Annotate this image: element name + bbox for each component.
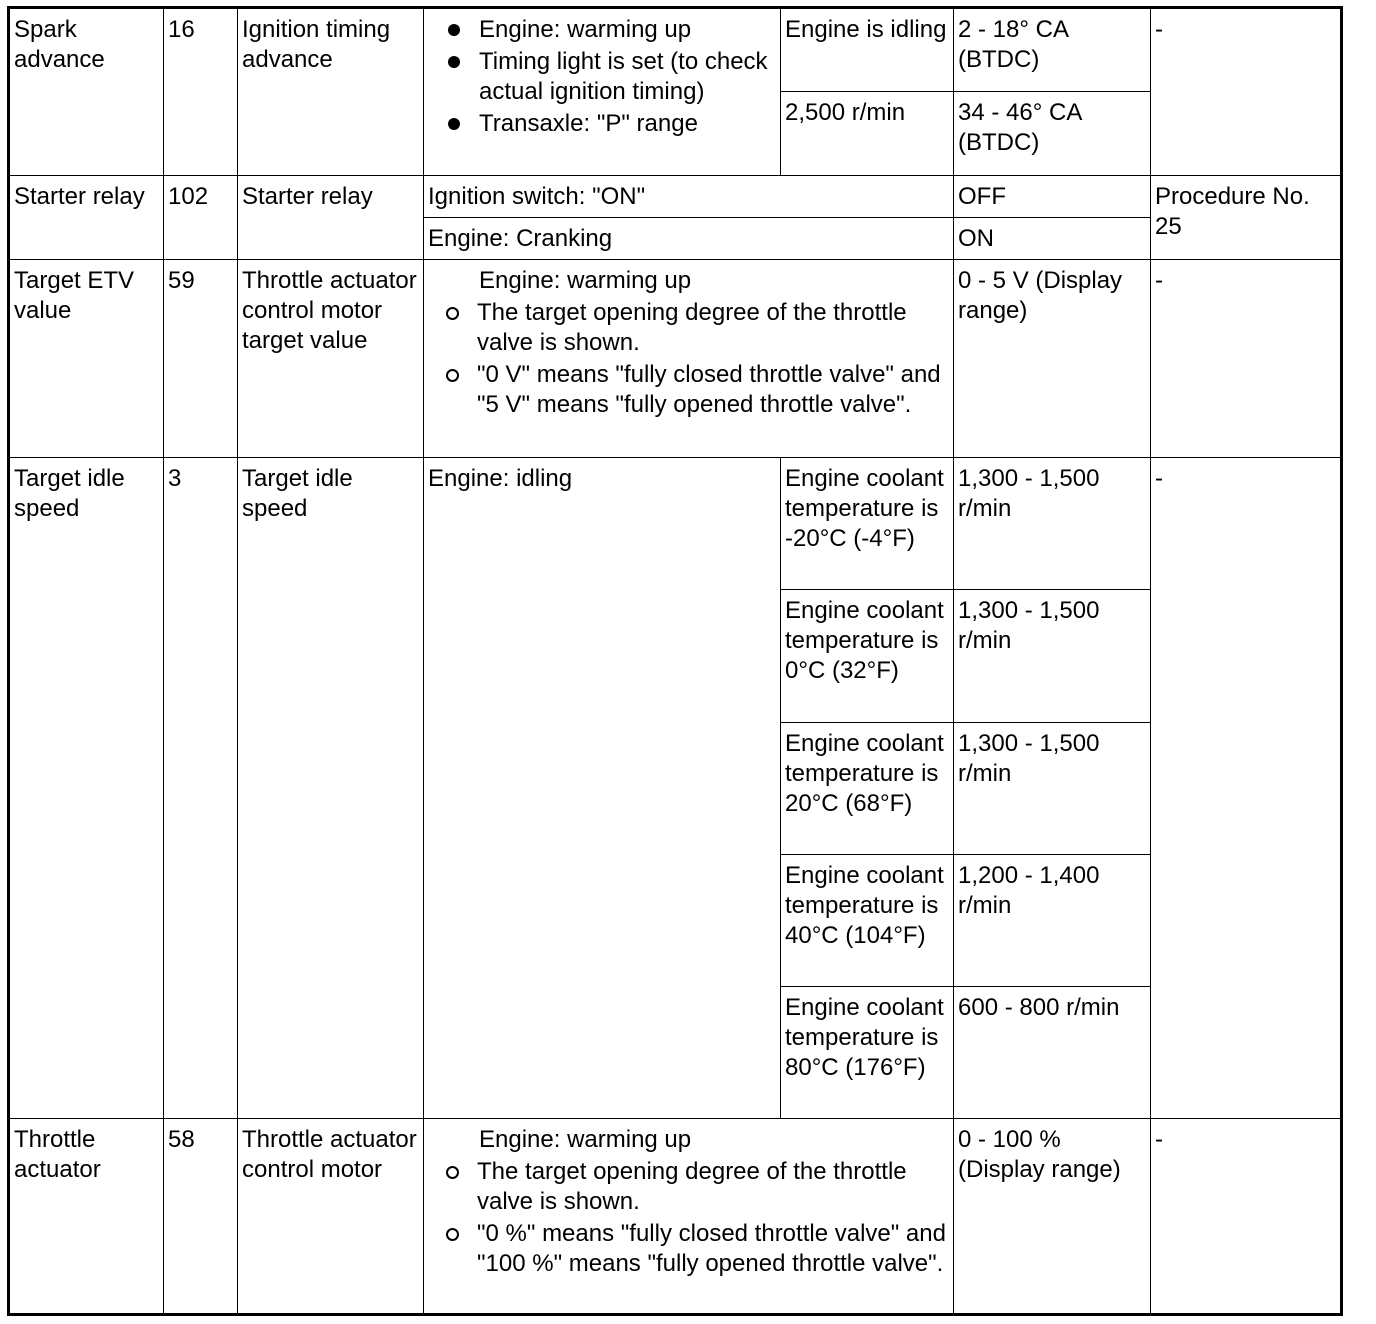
value-cell: 1,300 - 1,500 r/min	[954, 722, 1151, 854]
table-row-target-idle	[9, 458, 1342, 590]
spec-table	[7, 6, 1343, 1316]
pid-cell: 16	[164, 8, 238, 176]
condition-cell: Engine: Cranking	[424, 218, 954, 260]
item-name-cell: Starter relay	[9, 176, 164, 260]
list-item: Transaxle: "P" range	[428, 109, 776, 139]
reference-cell: -	[1151, 8, 1342, 176]
item-name-cell: Target idle speed	[9, 458, 164, 1118]
sub-condition-cell: Engine coolant temperature is -20°C (-4°F)	[781, 458, 954, 590]
reference-cell: Procedure No. 25	[1151, 176, 1342, 260]
list-item: "0 V" means "fully closed throttle valve" and "5 V" means "fully opened throttle valve".	[428, 360, 949, 420]
sub-condition-cell: Engine is idling	[781, 8, 954, 92]
condition-cell	[424, 8, 781, 176]
description-cell: Throttle actuator control motor	[238, 1118, 424, 1314]
item-name-cell: Target ETV value	[9, 260, 164, 458]
note-list	[428, 298, 949, 420]
list-item: Engine: warming up	[428, 15, 776, 45]
description-cell: Target idle speed	[238, 458, 424, 1118]
pid-cell: 59	[164, 260, 238, 458]
value-cell: OFF	[954, 176, 1151, 218]
item-name-cell: Throttle actuator	[9, 1118, 164, 1314]
circle-bullet-icon	[446, 1228, 459, 1241]
condition-cell	[424, 260, 954, 458]
table-row-throttle-actuator	[9, 1118, 1342, 1314]
bullet-icon	[448, 56, 460, 68]
pid-cell: 58	[164, 1118, 238, 1314]
pid-cell: 102	[164, 176, 238, 260]
list-item: "0 %" means "fully closed throttle valve" and "100 %" means "fully opened throttle valve".	[428, 1219, 949, 1279]
condition-cell	[424, 1118, 954, 1314]
list-item: Timing light is set (to check actual ignition timing)	[428, 47, 776, 107]
sub-condition-cell: Engine coolant temperature is 80°C (176°F)	[781, 986, 954, 1118]
sub-condition-cell: 2,500 r/min	[781, 92, 954, 176]
description-cell: Ignition timing advance	[238, 8, 424, 176]
value-cell: 600 - 800 r/min	[954, 986, 1151, 1118]
description-cell: Starter relay	[238, 176, 424, 260]
condition-cell: Engine: idling	[424, 458, 781, 1118]
table-row-target-etv	[9, 260, 1342, 458]
table-row-spark-advance	[9, 8, 1342, 92]
value-cell: 0 - 5 V (Display range)	[954, 260, 1151, 458]
value-cell: 2 - 18° CA (BTDC)	[954, 8, 1151, 92]
description-cell: Throttle actuator control motor target value	[238, 260, 424, 458]
pid-cell: 3	[164, 458, 238, 1118]
sub-condition-cell: Engine coolant temperature is 0°C (32°F)	[781, 590, 954, 722]
bullet-icon	[448, 118, 460, 130]
value-cell: 1,300 - 1,500 r/min	[954, 458, 1151, 590]
circle-bullet-icon	[446, 1166, 459, 1179]
note-list	[428, 1157, 949, 1279]
condition-cell: Ignition switch: "ON"	[424, 176, 954, 218]
bullet-icon	[448, 24, 460, 36]
condition-heading: Engine: warming up	[479, 267, 692, 295]
sub-condition-cell: Engine coolant temperature is 20°C (68°F)	[781, 722, 954, 854]
value-cell: 1,300 - 1,500 r/min	[954, 590, 1151, 722]
item-name-cell: Spark advance	[9, 8, 164, 176]
value-cell: 34 - 46° CA (BTDC)	[954, 92, 1151, 176]
value-cell: 1,200 - 1,400 r/min	[954, 854, 1151, 986]
reference-cell: -	[1151, 458, 1342, 1118]
list-item: The target opening degree of the throttle valve is shown.	[428, 1157, 949, 1217]
sub-condition-cell: Engine coolant temperature is 40°C (104°F)	[781, 854, 954, 986]
reference-cell: -	[1151, 1118, 1342, 1314]
circle-bullet-icon	[446, 369, 459, 382]
value-cell: ON	[954, 218, 1151, 260]
condition-list	[428, 15, 776, 139]
table-row-starter-relay	[9, 176, 1342, 218]
condition-heading: Engine: warming up	[479, 1125, 692, 1153]
circle-bullet-icon	[446, 307, 459, 320]
reference-cell: -	[1151, 260, 1342, 458]
list-item: The target opening degree of the throttle valve is shown.	[428, 298, 949, 358]
value-cell: 0 - 100 % (Display range)	[954, 1118, 1151, 1314]
